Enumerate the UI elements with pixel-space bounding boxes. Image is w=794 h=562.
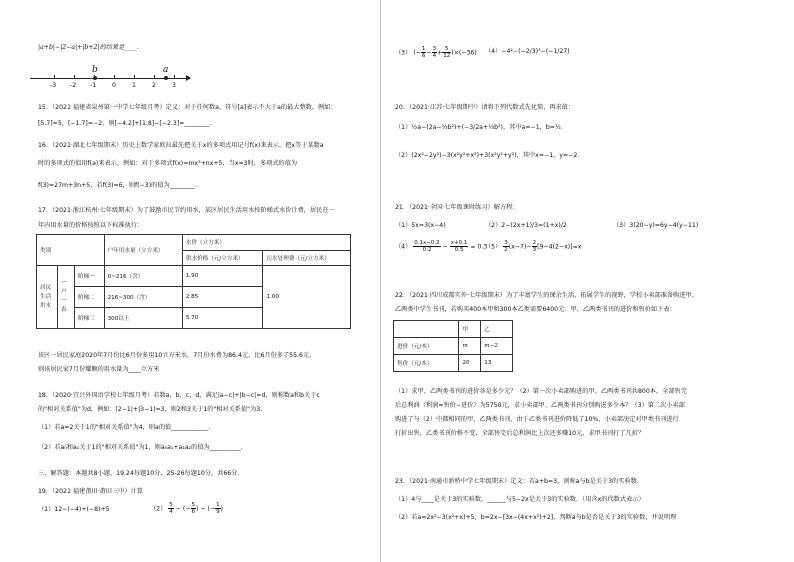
table-header: 污水处理费（元/立方米）	[263, 250, 351, 266]
point-b	[93, 76, 97, 80]
q20-part2: （2）(2x²−2y²)−3(x²y²+x²)+3(x²y²+y²)，其中x=−1，y=−2．	[395, 152, 584, 159]
q21-title: 21．（2021·全国·七年级课时练习）解方程：	[395, 204, 519, 211]
arrow-icon	[186, 75, 191, 81]
q16-line3: f(3)=27m+3n+5，若f(3)=6，则f(−3)的值为________．	[38, 182, 201, 189]
table-cell: 0~216（含）	[104, 266, 182, 287]
label-b: b	[92, 65, 98, 75]
table-cell: 2.85	[182, 287, 263, 308]
tick-label: 2	[152, 82, 156, 89]
q23-part2: （2）若a=2x²−3(x²+x)+5，b=2x−[3x−(4x+x²)+2]，判断a与b是否是关于3的实验数，并说明理	[395, 514, 677, 521]
q23-title: 23．（2021·南通市新桥中学七年级期末）定义：若a+b=3，则称a与b是关于3的实验数．	[395, 478, 643, 485]
q15-line1: 15．（2021·福建省泉州第一中学七年级月考）定义：对于任何数a，符号[a]表示不大于a的最大整数，例如：	[38, 104, 337, 111]
table-header: 乙	[481, 321, 513, 338]
book-price-table	[393, 320, 513, 372]
section-header: 三、解答题：本题共8小题，19.24每题10分，25-26每题10分，共66分．	[38, 470, 244, 477]
table-cell: 13	[481, 355, 513, 372]
q18-part2: （2）若a₀和a₁关于1的"相对关系值"为1，则a₀a₁+a₁a₂的值为__________．	[38, 444, 247, 451]
q22-line1: 22．（2021·四川成都实外·七年级期末）为了丰富学生的课余生活，拓展学生的视野，学校小卖部准备购进甲、	[395, 292, 698, 299]
table-cell: 进价（元/本）	[394, 338, 459, 355]
q21-part3: （3）3(20−y)=6y−4(y−11)	[613, 222, 699, 229]
q16-line1: 16．（2021·湖北七年级期末）历史上数学家欧拉最先把关于x的多项式用记号f(x)来表示，把x等于某数a	[38, 142, 324, 149]
table-cell: m−2	[481, 338, 513, 355]
table-header: 户年用水量（立方米）	[104, 235, 182, 266]
q18-part1: （1）若a=2关于1的"相对关系值"为4，则a的值____________．	[38, 424, 215, 431]
left-column	[0, 0, 381, 562]
label-a: a	[163, 65, 169, 75]
q18-line2: 的"相对关系值"为d，例如：|2−1|+|3−1|=3，则2和3关于1的"相对关系值"为3．	[38, 406, 267, 413]
q21-part4-label: （4）	[395, 243, 412, 251]
q15-line2: [5.7]=5，[−1.7]=−2，则[−4.2]+[1.8]−[−2.3]=________．	[38, 120, 216, 127]
tick-label: 0	[112, 82, 116, 89]
q19-part4: （4）−4²−(−2/3)³−(−1/27)	[485, 48, 570, 55]
q22-line2: 乙两类中学生书刊，若购买400本甲和300本乙类需要6400元．甲、乙两类书刊的进价和售价如下表：	[395, 306, 676, 313]
q20-part1: （1）½a−(2a−⅔b²)+(−3/2a+⅓b²)，其中a=−1，b=½．	[395, 124, 568, 131]
table-cell: 1.00	[263, 266, 351, 329]
q17-line4: 则该居民家7月份耀顺的用水量为____立方米	[38, 366, 160, 373]
table-header: 水价（立方米）	[182, 235, 350, 251]
table-cell: 5.70	[182, 308, 263, 329]
q19-part2: （2） $\frac{5}{4}$ − (− $\frac{5}{6}$ ) − (− $\frac{1}{9}$ )	[150, 502, 224, 515]
q22-line4: 后总利润（利润=售价−进价）为5750元，求小卖部甲、乙两类书刊分别购进多少本？（3）第二次小卖部	[395, 402, 685, 409]
table-header: 供水价格（元/立方米）	[182, 250, 263, 266]
q19-part2-label: （2）	[150, 505, 167, 513]
q23-part1: （1）4与____是关于3的实验数，______与5−2x是关于3的实验数．（用含x的代数式表示）	[395, 496, 645, 503]
table-cell	[394, 321, 459, 338]
tick-label: -1	[90, 82, 97, 89]
table-cell: 阶梯二	[75, 287, 105, 308]
tick-label: 1	[132, 82, 136, 89]
right-column	[381, 0, 794, 562]
q19-part1: （1）12−(−4)+(−8)+5	[38, 506, 110, 513]
q19-part3-label: （3）	[395, 49, 412, 57]
q16-line2: 时的多项式的值用f(a)来表示，例如：对于多项式f(x)=mx³+nx+5，当x=3时，多项式的值为	[38, 160, 298, 167]
q17-line2: 年内用水量的价格按照以下标准执行：	[38, 222, 144, 229]
table-header: 类别	[37, 235, 105, 266]
q22-line3: （1）求甲、乙两类书刊的进价各是多少元？（2）第一次小卖部购进的甲、乙两类书刊共800本，全部售完	[395, 388, 687, 395]
table-cell: 售价（元/本）	[394, 355, 459, 372]
q21-part5-label: （5）	[485, 243, 502, 251]
q19-title: 19．（2021·福建莆田·莆田三中）计算	[38, 488, 143, 495]
tick-label: -3	[50, 82, 57, 89]
table-cell: 20	[459, 355, 481, 372]
q21-part2: （2）2−(2x+1)/3=(1+x)/2	[485, 222, 567, 229]
table-cell: m	[459, 338, 481, 355]
table-cell: 阶梯三	[75, 308, 105, 329]
q17-line1: 17．（2021·浙江杭州·七年级期末）为了鼓励市民节约用水，某区居民生活用水按阶梯式水价计费，居民在一	[38, 207, 335, 214]
table-cell: 1.90	[182, 266, 263, 287]
q22-line5: 购进了与（2）中都相同的甲、乙两类书刊，由于乙类书刊进价降低了10%，小卖部决定对甲类书刊进行	[395, 416, 679, 423]
q21-part4: （4） $\frac{0.1x-0.2}{0.2}$ − $\frac{x+0.1}{0.5}$ = 0.3	[395, 240, 488, 253]
number-line	[30, 60, 200, 90]
q20-title: 20．（2021·江苏·七年级期中）请将下列代数式先化简，再求值：	[395, 104, 575, 111]
water-price-table	[36, 234, 351, 329]
q21-part5: （5） $\frac{3}{2}$ (x−7)− $\frac{2}{3}$ [9−4(2−x)]=x	[485, 240, 582, 253]
q18-line1: 18．（2020·宜兴外国语学校七年级月考）若数a，b，c，d，满足|a−c|+|b−c|=d，则称数a和b关于c	[38, 392, 320, 399]
abs-expression: |a+b|−|2−a|+|b+2|的结果是____．	[38, 44, 143, 51]
table-cell: 居民生活用水	[37, 266, 58, 329]
table-header: 甲	[459, 321, 481, 338]
point-a	[164, 76, 168, 80]
tick-label: 3	[172, 82, 176, 89]
q22-line6: 打折出售，乙类书刊价格不变，全部售完后总利润比上次还多赚10元，求甲书刊打了几折？	[395, 430, 645, 437]
table-cell: 216~300（含）	[104, 287, 182, 308]
tick-label: -2	[70, 82, 77, 89]
table-cell: 一户一表	[58, 266, 75, 329]
q17-line3: 该区一居民家庭2020年7月份比6月份多用10立方米水，7月份水费为86.4元，比6月份多了55.6元，	[38, 352, 316, 359]
table-cell: 300以上	[104, 308, 182, 329]
q19-part3: （3） (− $\frac{1}{6}$ − $\frac{3}{4}$ + $\frac{5}{12}$ )×(−36)	[395, 46, 477, 59]
q21-part1: （1）5x=3(x−4)	[395, 222, 446, 229]
table-cell: 阶梯一	[75, 266, 105, 287]
